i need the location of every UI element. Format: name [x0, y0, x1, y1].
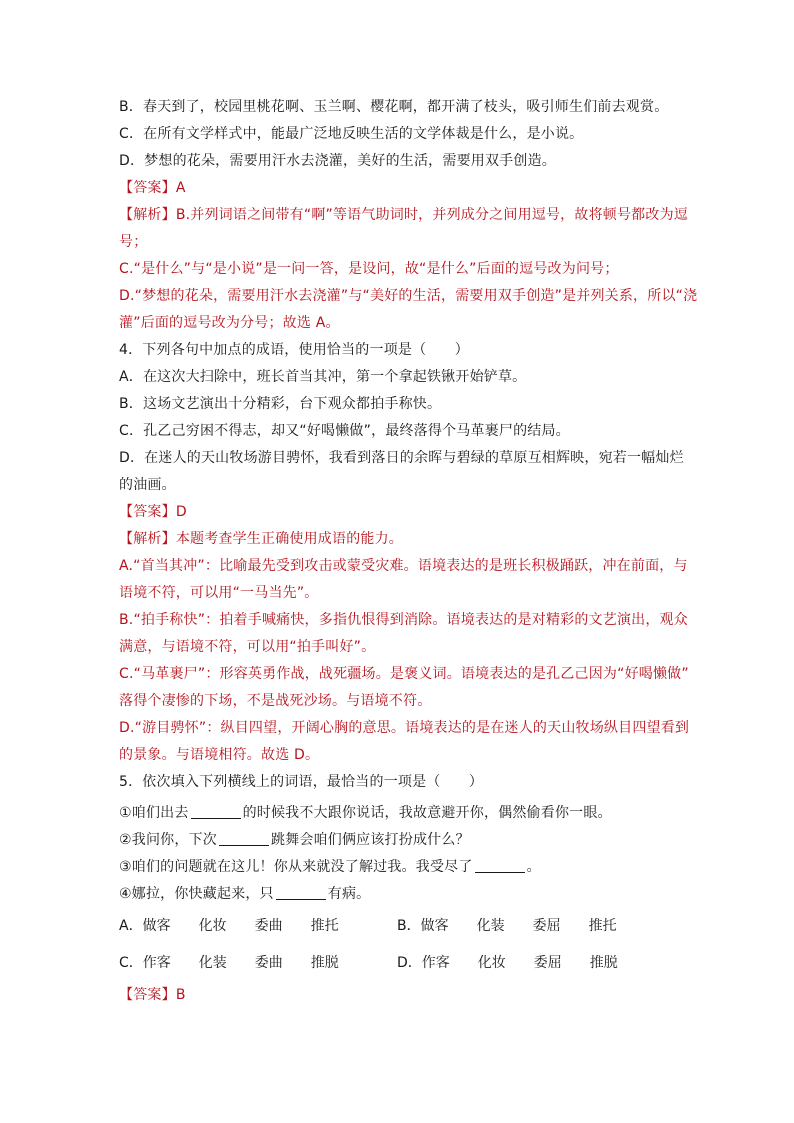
- q5-sentence-2: [119, 827, 687, 854]
- analysis-text: 本题考查学生正确使用成语的能力。: [175, 531, 404, 547]
- sentence-text: 。: [526, 859, 541, 875]
- answer-value: D: [175, 504, 187, 520]
- q4-analysis-intro: [119, 526, 687, 553]
- q3-analysis-d1: D.“梦想的花朵，需要用汗水去浇灌”与“美好的生活，需要用双手创造”是并列关系，所以“浇: [119, 288, 698, 304]
- document-page: [119, 94, 698, 1009]
- answer-tag: 【答案】: [119, 504, 176, 520]
- q4-analysis-a2: 语境不符，可以用“一马当先”。: [119, 585, 319, 601]
- analysis-text: B.并列词语之间带有“啊”等语气助词时，并列成分之间用逗号，故将顿号都改为逗: [175, 207, 688, 223]
- q5-sentence-4: [119, 881, 687, 908]
- q4-option-b: B．这场文艺演出十分精彩，台下观众都拍手称快。: [119, 396, 442, 412]
- q3-analysis-d2: 灌”后面的逗号改为分号；故选 A。: [119, 315, 340, 331]
- q5-option-a: A．做客 化妆 委曲 推托: [119, 918, 339, 934]
- fill-blank: [191, 802, 241, 819]
- q5-options-row-2: [119, 945, 687, 982]
- q5-sentence-1: [119, 800, 687, 827]
- fill-blank: [475, 856, 525, 873]
- sentence-text: ②我问你，下次: [119, 832, 217, 848]
- sentence-text: ③咱们的问题就在这儿！你从来就没了解过我。我受尽了: [119, 859, 473, 875]
- sentence-text: 跳舞会咱们俩应该打扮成什么？: [270, 832, 470, 848]
- q4-analysis-d1: D.“游目骋怀”：纵目四望，开阔心胸的意思。语境表达的是在迷人的天山牧场纵目四望看到: [119, 720, 690, 736]
- q4-answer: [119, 499, 687, 526]
- q3-option-c: C．在所有文学样式中，能最广泛地反映生活的文学体裁是什么，是小说。: [119, 126, 584, 142]
- q5-option-d: D．作客 化妆 委屈 推脱: [397, 955, 618, 971]
- q4-analysis-d2: 的景象。与语境相符。故选 D。: [119, 747, 320, 763]
- q5-answer: [119, 982, 687, 1009]
- sentence-text: ④娜拉，你快藏起来，只: [119, 886, 274, 902]
- q4-analysis-b2: 满意，与语境不符，可以用“拍手叫好”。: [119, 639, 376, 655]
- sentence-text: 有病。: [327, 886, 371, 902]
- q3-analysis-b2: 号；: [119, 234, 148, 250]
- sentence-text: ①咱们出去: [119, 805, 189, 821]
- q4-option-c: C．孔乙己穷困不得志，却又“好喝懒做”，最终落得个马革裹尸的结局。: [119, 423, 570, 439]
- fill-blank: [276, 883, 326, 900]
- q5-stem: 5．依次填入下列横线上的词语，最恰当的一项是（ ）: [119, 774, 484, 790]
- q4-stem: 4．下列各句中加点的成语，使用恰当的一项是（ ）: [119, 342, 469, 358]
- answer-value: A: [175, 180, 186, 196]
- q4-analysis-b1: B.“拍手称快”：拍着手喊痛快，多指仇恨得到消除。语境表达的是对精彩的文艺演出，观众: [119, 612, 688, 628]
- q3-analysis-c: C.“是什么”与“是小说”是一问一答，是设问，故“是什么”后面的逗号改为问号；: [119, 261, 619, 277]
- q4-option-d1: D．在迷人的天山牧场游目骋怀，我看到落日的余晖与碧绿的草原互相辉映，宛若一幅灿烂: [119, 450, 684, 466]
- q5-sentence-3: [119, 854, 687, 881]
- answer-value: B: [175, 987, 186, 1003]
- q3-option-d: D．梦想的花朵，需要用汗水去浇灌，美好的生活，需要用双手创造。: [119, 153, 556, 169]
- answer-tag: 【答案】: [119, 987, 176, 1003]
- analysis-tag: 【解析】: [119, 207, 176, 223]
- q4-analysis-a1: A.“首当其冲”：比喻最先受到攻击或蒙受灾难。语境表达的是班长积极踊跃，冲在前面，与: [119, 558, 688, 574]
- q5-option-b: B．做客 化装 委屈 推托: [397, 918, 617, 934]
- analysis-tag: 【解析】: [119, 531, 176, 547]
- fill-blank: [219, 829, 269, 846]
- q4-option-d2: 的油画。: [119, 477, 176, 493]
- q5-options-row-1: [119, 908, 687, 945]
- sentence-text: 的时候我不大跟你说话，我故意避开你，偶然偷看你一眼。: [242, 805, 612, 821]
- answer-tag: 【答案】: [119, 180, 176, 196]
- q5-option-c: C．作客 化装 委曲 推脱: [119, 955, 339, 971]
- q3-analysis-b1: [119, 202, 687, 229]
- q4-option-a: A．在这次大扫除中，班长首当其冲，第一个拿起铁锹开始铲草。: [119, 369, 527, 385]
- q3-answer: [119, 175, 687, 202]
- q4-analysis-c1: C.“马革裹尸”：形容英勇作战，战死疆场。是褒义词。语境表达的是孔乙己因为“好喝懒做”: [119, 666, 689, 682]
- q3-option-b: B．春天到了，校园里桃花啊、玉兰啊、樱花啊，都开满了枝头，吸引师生们前去观赏。: [119, 99, 669, 115]
- q4-analysis-c2: 落得个凄惨的下场，不是战死沙场。与语境不符。: [119, 693, 432, 709]
